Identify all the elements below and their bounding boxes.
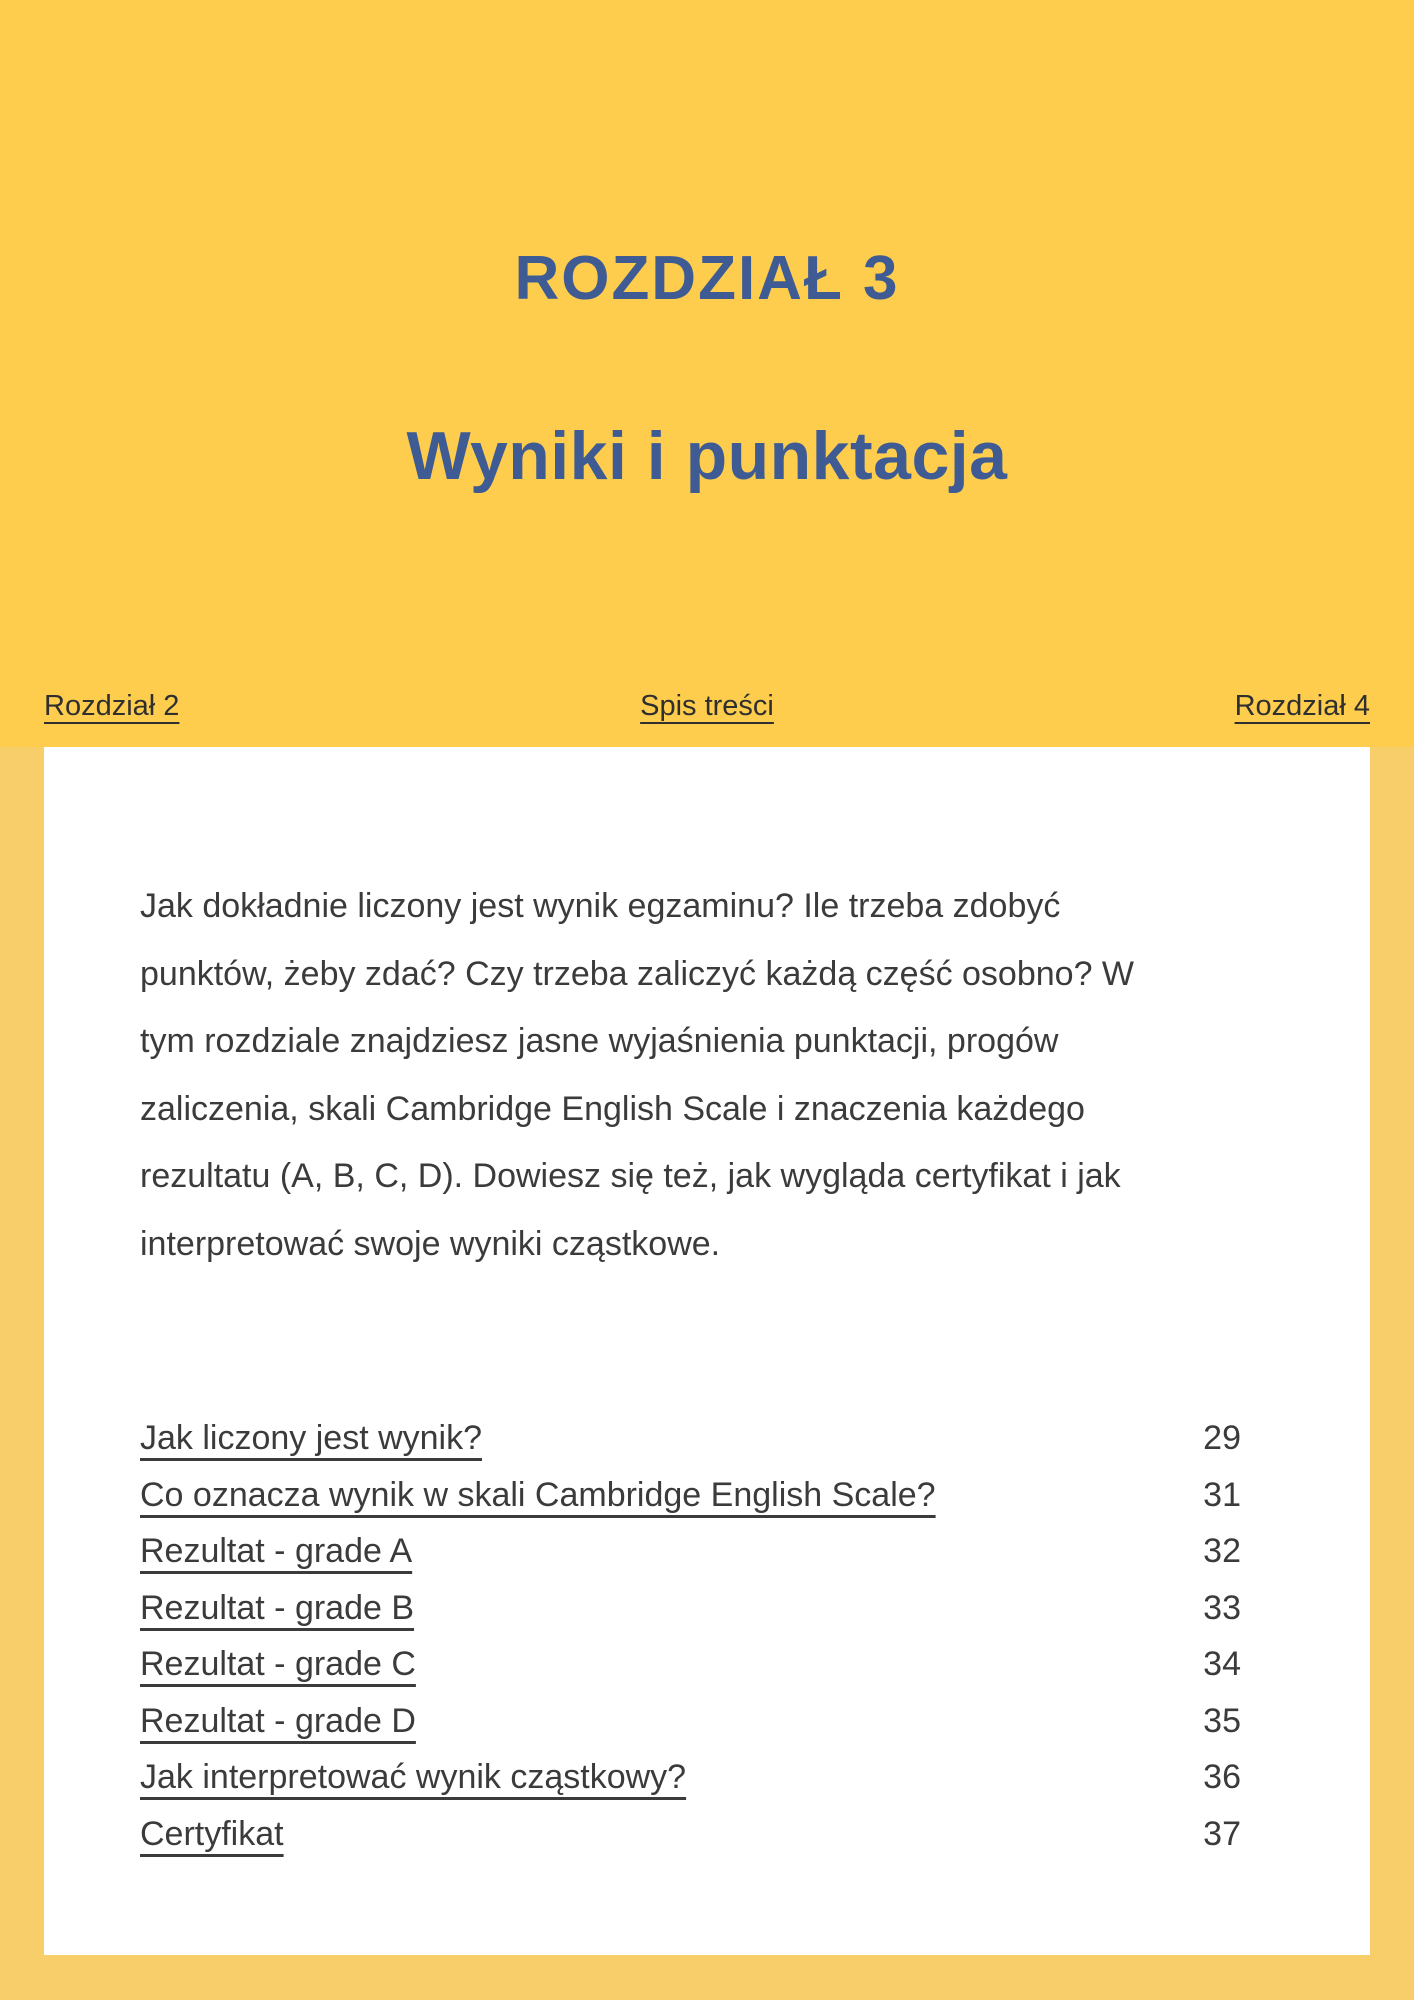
toc-page-number: 33 <box>1203 1588 1241 1627</box>
chapter-intro-paragraph <box>140 873 1274 1278</box>
toc-page-number: 34 <box>1203 1645 1241 1683</box>
toc-page-number: 29 <box>1203 1419 1241 1457</box>
toc-page-number: 35 <box>1203 1701 1241 1740</box>
intro-line: interpretować swoje wyniki cząstkowe. <box>140 1224 721 1263</box>
toc-page-number: 36 <box>1203 1758 1241 1796</box>
toc-link[interactable]: Rezultat - grade D <box>140 1701 416 1740</box>
page-title: Wyniki i punktacja <box>406 418 1008 494</box>
intro-line: rezultatu (A, B, C, D). Dowiesz się też, jak wygląda certyfikat i jak <box>140 1157 1121 1195</box>
nav-previous-chapter-link[interactable]: Rozdział 2 <box>44 690 180 722</box>
nav-next-chapter-link[interactable]: Rozdział 4 <box>1234 690 1370 722</box>
toc-link[interactable]: Co oznacza wynik w skali Cambridge English Scale? <box>140 1475 936 1514</box>
toc-link[interactable]: Rezultat - grade C <box>140 1645 416 1683</box>
toc-link[interactable]: Jak liczony jest wynik? <box>140 1419 483 1457</box>
toc-row <box>140 1693 1241 1750</box>
toc-link[interactable]: Rezultat - grade A <box>140 1532 413 1570</box>
chapter-kicker: ROZDZIAŁ 3 <box>514 244 900 313</box>
toc-row <box>140 1636 1241 1693</box>
chapter-table-of-contents <box>140 1410 1274 1862</box>
toc-link[interactable]: Jak interpretować wynik cząstkowy? <box>140 1758 687 1796</box>
intro-line: tym rozdziale znajdziesz jasne wyjaśnienia punktacji, progów <box>140 1022 1059 1060</box>
toc-row <box>140 1523 1241 1580</box>
toc-row <box>140 1580 1241 1637</box>
toc-page-number: 31 <box>1203 1475 1241 1514</box>
content-card <box>44 747 1370 1955</box>
chapter-nav <box>0 690 1414 723</box>
toc-row <box>140 1410 1241 1467</box>
intro-line: punktów, żeby zdać? Czy trzeba zaliczyć każdą część osobno? W <box>140 954 1135 993</box>
toc-link[interactable]: Rezultat - grade B <box>140 1588 415 1627</box>
intro-line: zaliczenia, skali Cambridge English Scale i znaczenia każdego <box>140 1089 1085 1128</box>
toc-page-number: 32 <box>1203 1532 1241 1570</box>
toc-row <box>140 1467 1241 1524</box>
toc-page-number: 37 <box>1203 1814 1241 1853</box>
chapter-header <box>0 0 1414 747</box>
content-section <box>0 747 1414 2000</box>
toc-link[interactable]: Certyfikat <box>140 1814 284 1853</box>
intro-line: Jak dokładnie liczony jest wynik egzaminu? Ile trzeba zdobyć <box>140 887 1061 925</box>
nav-table-of-contents-link[interactable]: Spis treści <box>640 690 774 722</box>
toc-row <box>140 1806 1241 1863</box>
toc-row <box>140 1749 1241 1806</box>
